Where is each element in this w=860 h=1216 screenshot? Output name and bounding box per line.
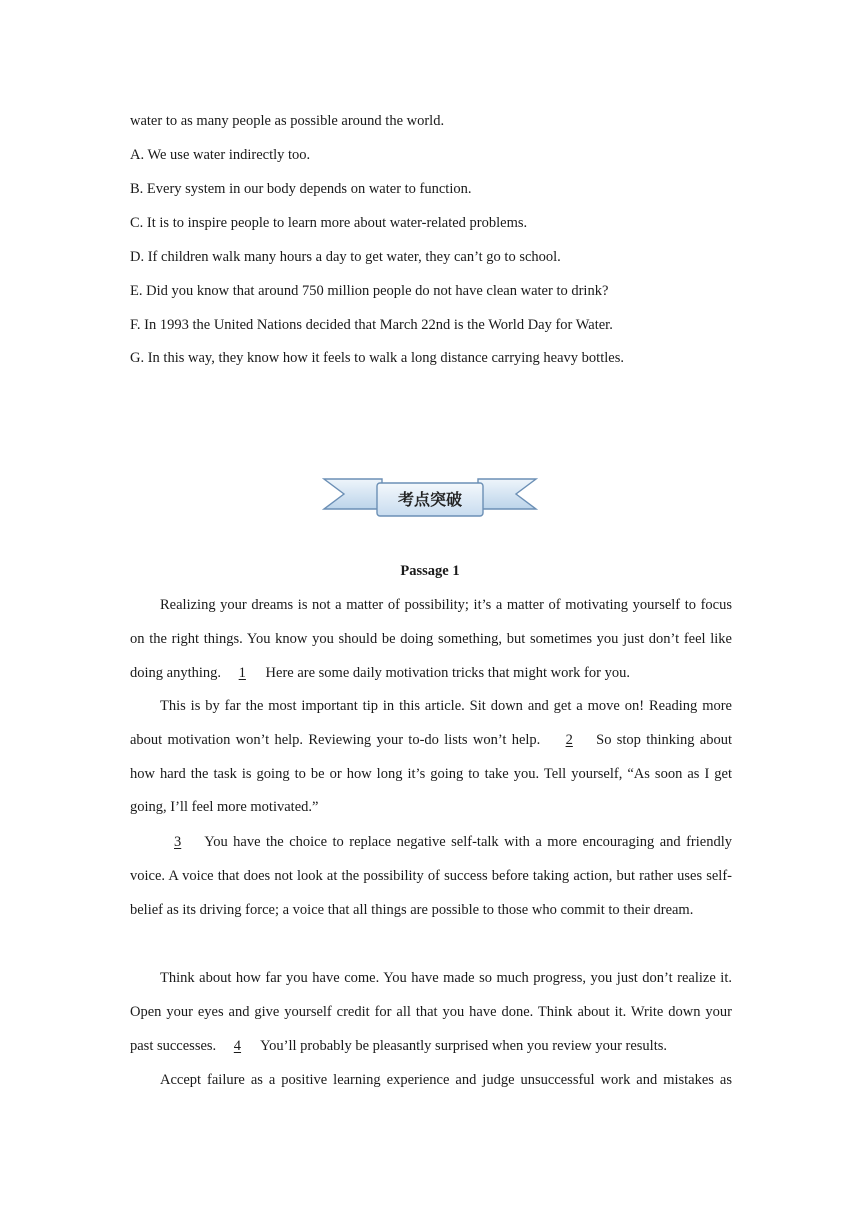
banner-text: 考点突破 [397,490,463,509]
paragraph-3 [130,826,732,927]
paragraph-5 [130,1064,732,1098]
paragraph-4 [130,962,732,1063]
blank-2: 2 [565,731,573,748]
option-c: C. It is to inspire people to learn more about water-related problems. [130,215,528,231]
ribbon-icon [322,474,538,520]
option-d: D. If children walk many hours a day to get water, they can’t go to school. [130,249,561,265]
paragraph-text: Think about how far you have come. You have made so much progress, you just don’t realize it. Open your eyes and give yourself credit for all that you have done. Think about it. Write down your past successes. [130,970,732,1054]
paragraph-text: You have the choice to replace negative self-talk with a more encouraging and friendly voice. A voice that does not look at the possibility of success before taking action, but rather uses self-belief as its driving force; a voice that all things are possible to those who commit to their dream. [130,834,732,918]
paragraph-2 [130,690,732,825]
blank-4: 4 [233,1037,242,1054]
option-f: F. In 1993 the United Nations decided that March 22nd is the World Day for Water. [130,317,613,333]
section-banner [322,474,538,520]
passage-title: Passage 1 [400,563,460,579]
paragraph-text: Accept failure as a positive learning experience and judge unsuccessful work and mistakes as [160,1072,732,1088]
paragraph-1 [130,589,732,690]
paragraph-text: So stop thinking about how hard the task is going to be or how long it’s going to take you. Tell yourself, “As soon as I get going, I’ll feel more motivated.” [130,731,733,816]
text-line-continuation: water to as many people as possible around the world. [130,113,445,129]
blank-1: 1 [238,664,246,681]
paragraph-text: This is by far the most important tip in this article. Sit down and get a move on! Reading more about motivation won’t help. Reviewing your to-do lists won’t help. [130,698,732,748]
option-e: E. Did you know that around 750 million people do not have clean water to drink? [130,283,609,299]
option-g: G. In this way, they know how it feels to walk a long distance carrying heavy bottles. [130,350,624,366]
blank-3: 3 [174,834,182,850]
paragraph-text: You’ll probably be pleasantly surprised when you review your results. [260,1037,668,1054]
option-b: B. Every system in our body depends on water to function. [130,181,472,197]
paragraph-text: Here are some daily motivation tricks that might work for you. [265,664,630,681]
option-a: A. We use water indirectly too. [130,147,311,163]
paragraph-text: Realizing your dreams is not a matter of possibility; it’s a matter of motivating yourself to focus on the right things. You know you should be doing something, but sometimes you just don’t feel like doing anything. [130,597,732,681]
